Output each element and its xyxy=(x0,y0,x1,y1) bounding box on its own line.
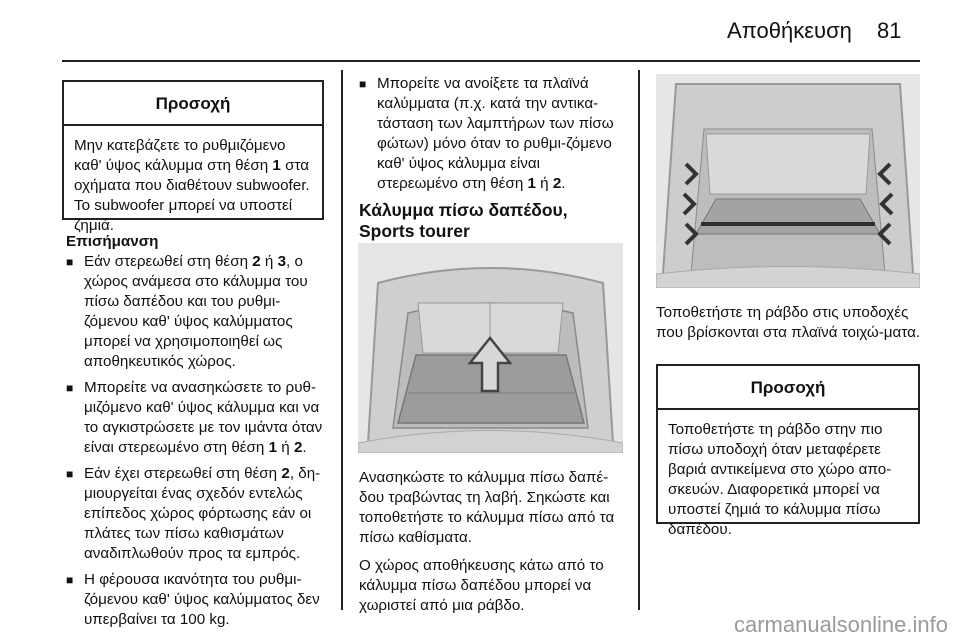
list-item: ■ Η φέρουσα ικανότητα του ρυθμι-ζόμενου καθ' ύψος καλύμματος δεν υπερβαίνει τα 100 kg. xyxy=(66,570,328,630)
caution-title: Προσοχή xyxy=(64,82,322,126)
caution-title: Προσοχή xyxy=(658,366,918,410)
note-section xyxy=(66,232,328,636)
caution-box xyxy=(62,80,324,234)
paragraph: Τοποθετήστε τη ράβδο στις υποδοχές που βρίσκονται στα πλαϊνά τοιχώ-ματα. xyxy=(656,304,921,341)
page-header-title: Αποθήκευση xyxy=(727,18,852,43)
column-separator xyxy=(341,70,343,610)
note-label: Επισήμανση xyxy=(66,233,159,250)
list-item: ■ Μπορείτε να ανοίξετε τα πλαϊνά καλύμματα (π.χ. κατά την αντικα-τάσταση των λαμπτήρων των πίσω φώτων) μόνο όταν το ρυθμι-ζόμενο καθ' ύψος κάλυμμα είναι στερεωμένο στη θέση 1 ή 2. xyxy=(359,74,623,194)
list-item: ■ Εάν έχει στερεωθεί στη θέση 2, δη-μιουργείται ένας σχεδόν εντελώς επίπεδος χώρος φόρτωσης εάν οι πλάτες των πίσω καθισμάτων αναδιπλωθούν προς τα εμπρός. xyxy=(66,464,328,564)
list-item: ■ Μπορείτε να ανασηκώσετε το ρυθ-μιζόμενο καθ' ύψος κάλυμμα και να το αγκιστρώσετε με τον ιμάντα όταν είναι στερεωμένο στη θέση 1 ή 2. xyxy=(66,378,328,458)
column-3-text xyxy=(656,303,922,351)
caution-text: Τοποθετήστε τη ράβδο στην πιο πίσω υποδοχή όταν μεταφέρετε βαριά αντικείμενα στο χώρο απο-σκευών. Διαφορετικά μπορεί να υποστεί ζημιά το κάλυμμα πίσω δαπέδου. xyxy=(668,421,892,538)
paragraph: Ανασηκώστε το κάλυμμα πίσω δαπέ-δου τραβώντας τη λαβή. Σηκώστε και τοποθετήστε το κάλυμμα πίσω από τα πίσω καθίσματα. xyxy=(359,469,615,546)
column-2-bottom xyxy=(359,468,625,624)
trunk-floor-cover-image xyxy=(358,243,623,453)
caution-box xyxy=(656,364,920,538)
caution-text: Μην κατεβάζετε το ρυθμιζόμενο καθ' ύψος κάλυμμα στη θέση 1 στα οχήματα που διαθέτουν subwoofer. Το subwoofer μπορεί να υποστεί ζημιά. xyxy=(74,137,310,234)
header-rule xyxy=(62,60,920,62)
paragraph: Ο χώρος αποθήκευσης κάτω από το κάλυμμα πίσω δαπέδου μπορεί να χωριστεί από μια ράβδο. xyxy=(359,557,604,614)
bullet-list xyxy=(359,74,623,194)
page-number: 81 xyxy=(877,18,902,43)
divider-illustration xyxy=(656,74,920,288)
trunk-divider-bar-image xyxy=(656,74,920,288)
watermark: carmanualsonline.info xyxy=(733,612,948,637)
column-separator xyxy=(638,70,640,610)
list-item: ■ Εάν στερεωθεί στη θέση 2 ή 3, ο χώρος ανάμεσα στο κάλυμμα του πίσω δαπέδου και του ρυθμι-ζόμενου καθ' ύψος καλύμματος μπορεί να χρησιμοποιηθεί ως αποθηκευτικός χώρος. xyxy=(66,252,328,372)
note-list xyxy=(66,252,328,630)
trunk-illustration xyxy=(358,243,623,453)
section-title: Κάλυμμα πίσω δαπέδου, Sports tourer xyxy=(359,200,568,241)
column-2-top xyxy=(359,74,623,250)
